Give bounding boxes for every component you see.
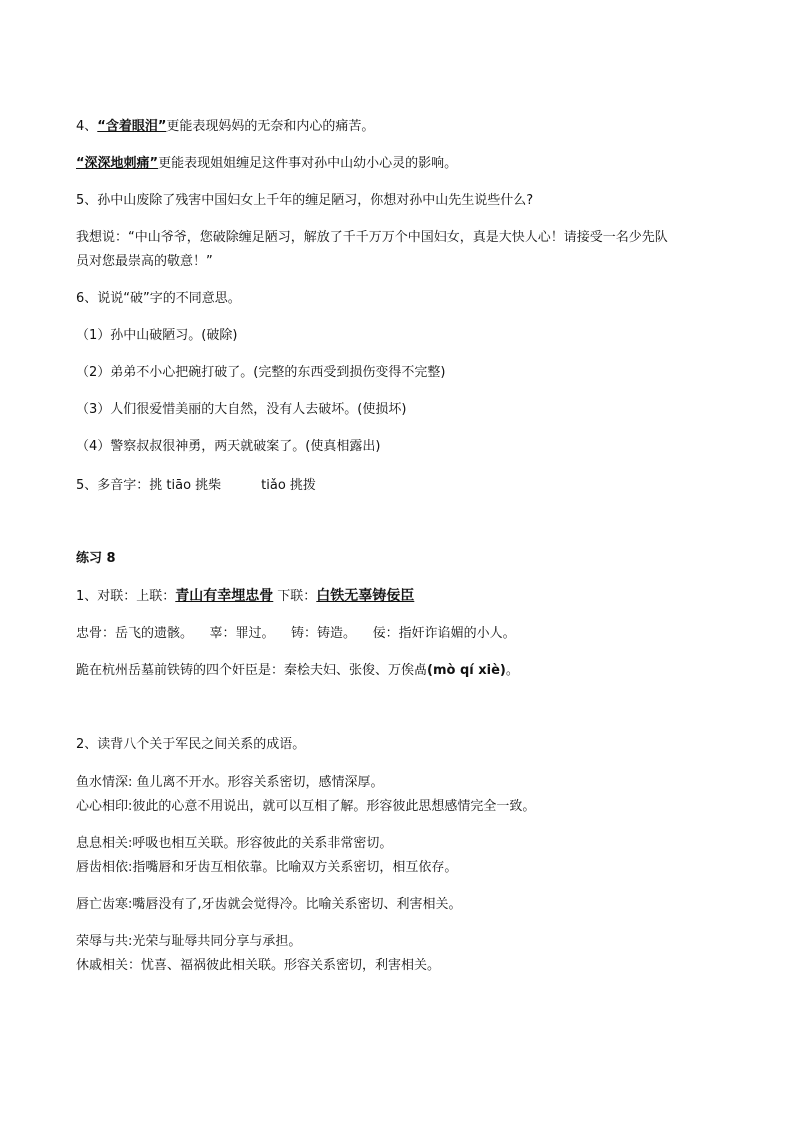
- meaning-2: （2）弟弟不小心把碗打破了。(完整的东西受到损伤变得不完整): [76, 365, 446, 380]
- polyphone-line: [76, 476, 316, 496]
- couplet-label: 1、对联：上联：: [76, 589, 176, 604]
- meaning-4: （4）警察叔叔很神勇，两天就破案了。(使真相露出): [76, 439, 381, 454]
- question-2: 2、读背八个关于军民之间关系的成语。: [76, 737, 306, 752]
- question-6: 6、说说“破”字的不同意思。: [76, 291, 241, 306]
- explanation-text: 更能表现姐姐缠足这件事对孙中山幼小心灵的影响。: [158, 156, 458, 171]
- couplet-line: [76, 586, 414, 607]
- quoted-phrase: “含着眼泪”: [97, 119, 167, 134]
- idiom-2: 心心相印:彼此的心意不用说出，就可以互相了解。形容彼此思想感情完全一致。: [76, 799, 536, 814]
- period: 。: [505, 663, 519, 678]
- section-heading: 练习 8: [76, 551, 116, 566]
- quoted-phrase: “深深地刺痛”: [76, 156, 159, 171]
- idiom-7: 休戚相关：忧喜、福祸彼此相关联。形容关系密切，利害相关。: [76, 958, 441, 973]
- item-number: 4、: [76, 119, 98, 134]
- answer-line-4: [76, 117, 374, 137]
- idiom-4: 唇齿相依:指嘴唇和牙齿互相依靠。比喻双方关系密切，相互依存。: [76, 860, 458, 875]
- traitors-text: 跪在杭州岳墓前铁铸的四个奸臣是：秦桧夫妇、张俊、万俟卨: [76, 663, 428, 678]
- traitors-line: [76, 661, 519, 681]
- lower-label: 下联：: [277, 589, 317, 604]
- polyphone-reading-1: 5、多音字：挑 tiāo 挑柴: [76, 478, 222, 493]
- idiom-1: 鱼水情深: 鱼儿离不开水。形容关系密切，感情深厚。: [76, 775, 384, 790]
- answer-5-line2: 员对您最崇高的敬意！”: [76, 254, 213, 269]
- upper-couplet: 青山有幸埋忠骨: [175, 588, 274, 604]
- idiom-3: 息息相关:呼吸也相互关联。形容彼此的关系非常密切。: [76, 836, 393, 851]
- word-glossary: 忠骨：岳飞的遗骸。 辜：罪过。 铸：铸造。 佞：指奸诈谄媚的小人。: [76, 626, 516, 641]
- answer-line-4b: [76, 154, 457, 174]
- idiom-6: 荣辱与共:光荣与耻辱共同分享与承担。: [76, 934, 302, 949]
- pinyin: (mò qí xiè): [427, 663, 506, 678]
- lower-couplet: 白铁无辜铸佞臣: [316, 588, 415, 604]
- question-5: 5、孙中山废除了残害中国妇女上千年的缠足陋习，你想对孙中山先生说些什么?: [76, 193, 534, 208]
- polyphone-reading-2: tiǎo 挑拨: [261, 478, 316, 493]
- meaning-1: （1）孙中山破陋习。(破除): [76, 328, 238, 343]
- idiom-5: 唇亡齿寒:嘴唇没有了,牙齿就会觉得冷。比喻关系密切、利害相关。: [76, 897, 462, 912]
- explanation-text: 更能表现妈妈的无奈和内心的痛苦。: [166, 119, 375, 134]
- answer-5-line1: 我想说：“中山爷爷，您破除缠足陋习，解放了千千万万个中国妇女，真是大快人心！请接受一名少先队: [76, 230, 668, 245]
- meaning-3: （3）人们很爱惜美丽的大自然，没有人去破坏。(使损坏): [76, 402, 407, 417]
